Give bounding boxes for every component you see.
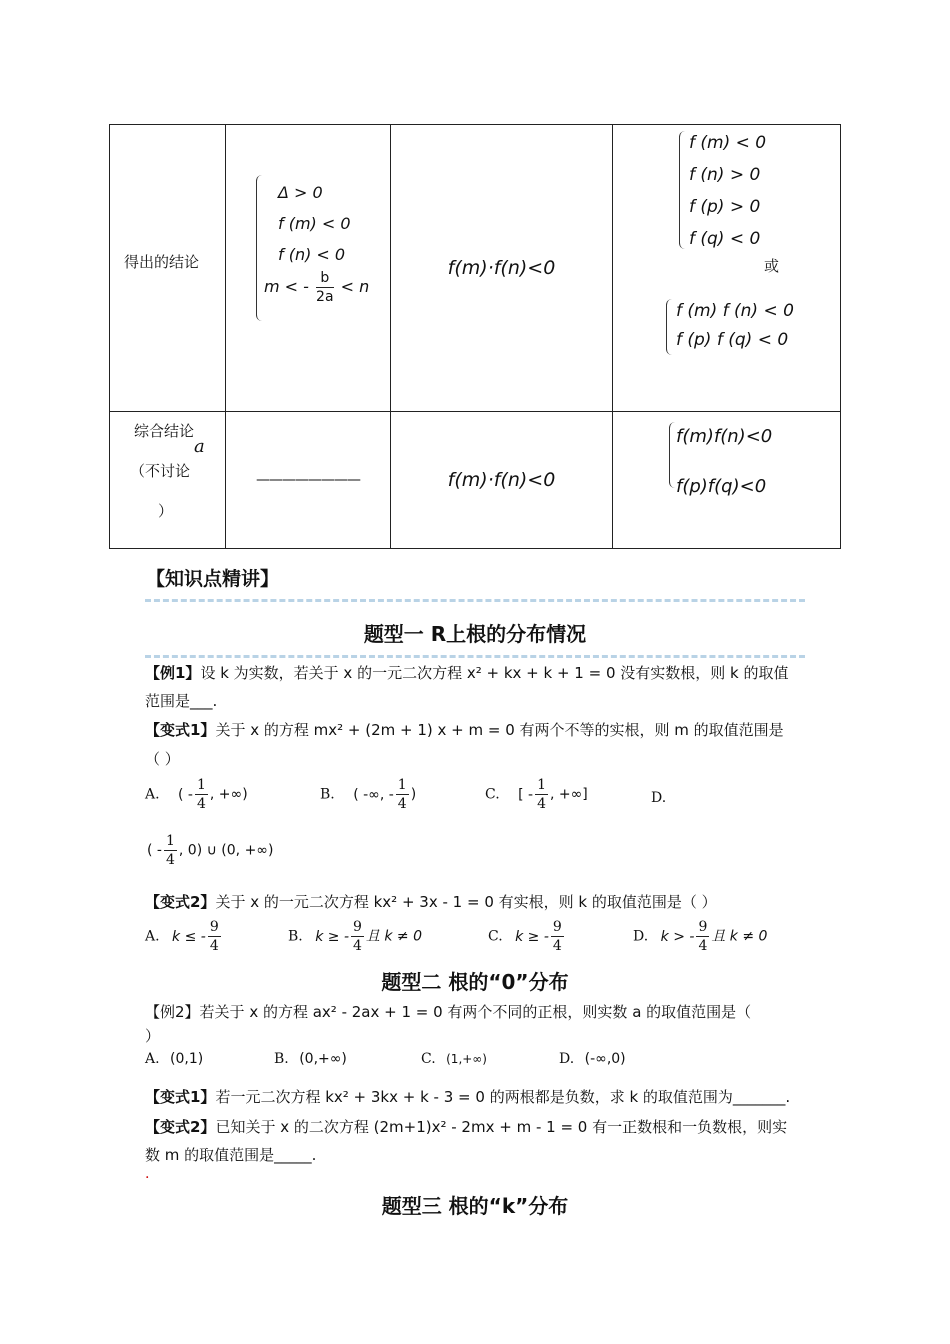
fraction-numerator: 9 (353, 919, 362, 935)
fraction-denominator: 4 (209, 938, 219, 954)
option-label: A. (145, 928, 160, 945)
option-label: A. (145, 1051, 160, 1067)
option-label: C. (488, 928, 503, 945)
stray-dot: . (145, 1166, 150, 1182)
option-value: (-∞,0) (584, 1051, 626, 1067)
variant-2 (145, 891, 717, 912)
option-d[interactable] (559, 1051, 626, 1067)
condition-1: f (m) < 0 (689, 133, 767, 153)
fraction (396, 776, 409, 813)
condition-fm: f (m) < 0 (278, 214, 351, 233)
variant-tag: 【变式1】 (145, 1088, 216, 1106)
system-conditions (278, 177, 351, 270)
example-tag: 【例1】 (145, 664, 201, 682)
fraction-denominator: 4 (353, 938, 362, 954)
answer-paren: （ ） (145, 750, 180, 768)
variant-text: 关于 x 的一元二次方程 kx² + 3x - 1 = 0 有实根，则 k 的取值范围是（ ） (215, 893, 717, 911)
axis-left: m < - (264, 277, 309, 296)
fraction (164, 832, 177, 869)
option-a[interactable] (145, 1051, 203, 1067)
option-label: D. (559, 1051, 575, 1067)
variable-a: a (194, 436, 205, 457)
option-label: A. (145, 786, 160, 803)
case-a-cell (226, 125, 391, 412)
row-label-cell (110, 125, 226, 412)
option-label: D. (633, 928, 649, 945)
condition-delta: Δ > 0 (278, 183, 323, 202)
variant-tag: 【变式2】 (145, 893, 216, 911)
product-1: f(m)f(n)<0 (676, 426, 773, 447)
option-d[interactable] (651, 790, 666, 806)
section-title-2: 题型二 根的“0”分布 (381, 970, 569, 994)
axis-condition (264, 269, 369, 306)
combined-system (676, 412, 772, 512)
divider (145, 599, 805, 602)
variant-text: 若一元二次方程 kx² + 3kx + k - 3 = 0 的两根都是负数，求 k 的取值范围为_______. (215, 1088, 791, 1106)
option-left: [ - (518, 786, 534, 803)
section-title-1: 题型一 R上根的分布情况 (363, 622, 587, 646)
option-label: D. (651, 790, 667, 806)
variant-1 (145, 719, 784, 740)
variant-2 (145, 1116, 787, 1137)
fraction-denominator: 4 (196, 796, 206, 812)
option-left: k ≥ - (515, 928, 549, 945)
system-four-conditions (689, 127, 766, 255)
option-label: B. (320, 786, 335, 803)
option-c[interactable] (485, 776, 588, 813)
fraction-denominator: 4 (397, 796, 407, 812)
product-2: f (p) f (q) < 0 (676, 330, 789, 350)
variant-tag: 【变式2】 (145, 1118, 216, 1136)
case-c-cell (613, 412, 841, 549)
condition-fn: f (n) < 0 (278, 245, 346, 264)
brace (669, 422, 676, 488)
knowledge-heading: 【知识点精讲】 (146, 568, 280, 590)
example-text: 设 k 为实数，若关于 x 的一元二次方程 x² + kx + k + 1 = 0 没有实数根，则 k 的取值 (200, 664, 789, 682)
variant-2-cont: 数 m 的取值范围是_____. (145, 1146, 317, 1164)
fraction-denominator: 4 (552, 938, 562, 954)
condition-3: f (p) > 0 (689, 197, 761, 217)
example-1 (145, 662, 788, 683)
product-condition: f(m)·f(n)<0 (447, 257, 556, 279)
option-left: k ≥ - (315, 928, 349, 945)
row-label: 综合结论 (134, 422, 195, 440)
row-label: 得出的结论 (124, 253, 200, 271)
case-b-cell (391, 412, 613, 549)
fraction-numerator: 9 (552, 919, 562, 935)
fraction-denominator: 4 (165, 852, 175, 868)
section-title-3: 题型三 根的“k”分布 (381, 1194, 569, 1218)
case-c-cell (613, 125, 841, 412)
variant-tag: 【变式1】 (145, 721, 216, 739)
option-left: k > - (660, 928, 695, 945)
case-a-cell (226, 412, 391, 549)
product-condition: f(m)·f(n)<0 (447, 469, 556, 491)
option-value: (1,+∞) (446, 1052, 487, 1066)
row-label-note: （不讨论 (130, 462, 191, 480)
axis-right: < n (340, 277, 370, 296)
option-left: ( - (147, 842, 162, 859)
case-b-cell (391, 125, 613, 412)
option-right: 且 k ≠ 0 (711, 928, 768, 945)
option-left: ( -∞, - (353, 786, 394, 803)
option-label: B. (288, 928, 303, 945)
brace (666, 299, 673, 355)
option-a[interactable] (145, 918, 223, 955)
root-distribution-table (109, 124, 841, 549)
example-2 (145, 1001, 751, 1022)
fraction-denominator: 2a (316, 289, 334, 305)
table-row (110, 125, 841, 412)
row-label-close: ） (158, 502, 174, 520)
option-b[interactable] (320, 776, 416, 813)
fraction (351, 918, 364, 955)
option-right: , +∞] (550, 786, 588, 803)
example-text: 若关于 x 的方程 ax² - 2ax + 1 = 0 有两个不同的正根，则实数 a 的取值范围是（ (199, 1003, 752, 1021)
product-2: f(p)f(q)<0 (676, 476, 767, 497)
system-two-products (676, 297, 794, 355)
option-b[interactable] (288, 918, 422, 955)
condition-2: f (n) > 0 (689, 165, 761, 185)
divider (145, 655, 805, 658)
option-right: , +∞) (209, 786, 248, 803)
option-label: C. (421, 1051, 436, 1067)
option-left: k ≤ - (172, 928, 206, 945)
variant-text: 关于 x 的方程 mx² + (2m + 1) x + m = 0 有两个不等的实根，则 m 的取值范围是 (215, 721, 784, 739)
variant-text: 已知关于 x 的二次方程 (2m+1)x² - 2mx + m - 1 = 0 有一正数根和一负数根，则实 (215, 1118, 788, 1136)
option-label: C. (485, 786, 500, 803)
option-b[interactable] (274, 1051, 347, 1067)
option-a[interactable] (145, 776, 248, 813)
option-right: , 0) ∪ (0, +∞) (178, 842, 274, 859)
fraction (195, 776, 208, 813)
option-c[interactable] (488, 918, 566, 955)
product-1: f (m) f (n) < 0 (676, 301, 794, 321)
fraction (696, 918, 709, 955)
brace (256, 175, 263, 321)
option-d[interactable] (633, 918, 767, 955)
brace (679, 131, 686, 249)
option-label: B. (274, 1051, 289, 1067)
fraction (316, 269, 334, 306)
or-label: 或 (764, 257, 780, 275)
fraction-numerator: 9 (698, 919, 708, 935)
option-c[interactable] (421, 1051, 487, 1067)
example-tag: 【例2】 (145, 1003, 200, 1021)
option-right: 且 k ≠ 0 (365, 928, 423, 945)
condition-4: f (q) < 0 (689, 229, 761, 249)
fraction-denominator: 4 (537, 796, 547, 812)
option-value: (0,+∞) (299, 1051, 347, 1067)
option-left: ( - (178, 786, 193, 803)
fraction (208, 918, 221, 955)
row-label-cell (110, 412, 226, 549)
example-1-cont: 范围是___. (145, 692, 218, 710)
variant-1 (145, 1086, 790, 1107)
fraction-numerator: 1 (165, 833, 175, 849)
table-row (110, 412, 841, 549)
fraction-numerator: 1 (397, 777, 407, 793)
empty-dash: ———————— (256, 472, 360, 488)
fraction-numerator: b (316, 269, 334, 288)
fraction-numerator: 1 (537, 777, 547, 793)
fraction (535, 776, 548, 813)
option-right: ) (410, 786, 417, 803)
fraction-numerator: 9 (209, 919, 219, 935)
option-d-value[interactable] (147, 832, 273, 869)
fraction-denominator: 4 (698, 938, 708, 954)
fraction (551, 918, 564, 955)
fraction-numerator: 1 (196, 777, 206, 793)
example-2-cont: ） (145, 1027, 161, 1045)
option-value: (0,1) (170, 1051, 204, 1067)
